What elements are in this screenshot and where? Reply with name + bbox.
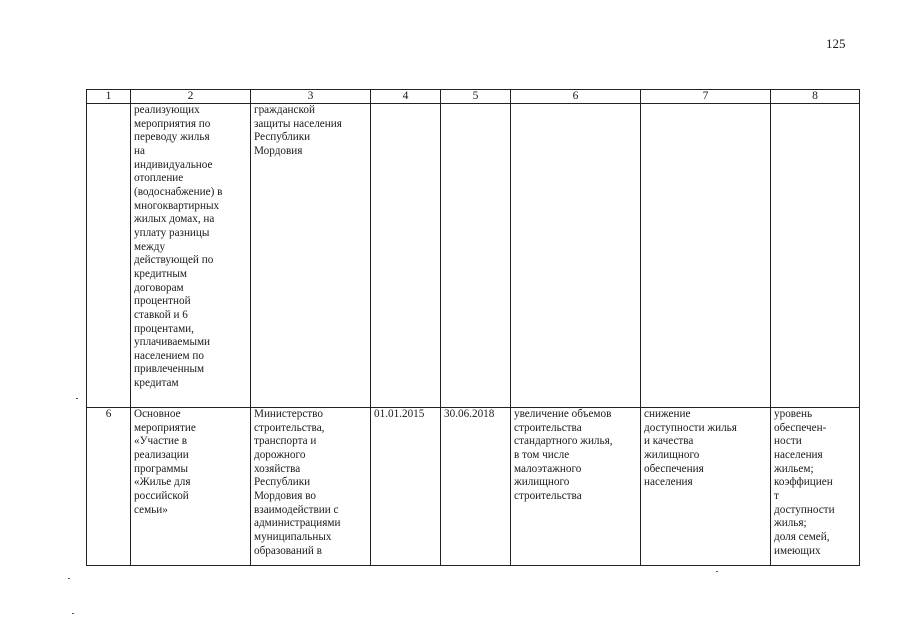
scan-speck [72, 613, 74, 614]
measures-table [86, 89, 860, 566]
column-number: 8 [771, 90, 860, 104]
column-number: 7 [641, 90, 771, 104]
indicator-cell [771, 104, 860, 408]
column-number: 2 [131, 90, 251, 104]
row-number-cell [87, 104, 131, 408]
table-row [87, 408, 860, 566]
column-number: 6 [511, 90, 641, 104]
page-number: 125 [826, 36, 846, 51]
column-number: 4 [371, 90, 441, 104]
start-date-cell [371, 104, 441, 408]
expected-result-cell [511, 104, 641, 408]
scan-speck [716, 571, 718, 572]
consequences-cell [641, 104, 771, 408]
row-number-cell: 6 [87, 408, 131, 566]
table-row [87, 104, 860, 408]
responsible-executor-cell: Министерство строительства, транспорта и дорожного хозяйства Республики Мордовия во взаимодействии с администрациями муниципальных образований в [251, 408, 371, 566]
consequences-cell: снижение доступности жилья и качества жилищного обеспечения населения [641, 408, 771, 566]
column-number: 5 [441, 90, 511, 104]
responsible-executor-cell: гражданской защиты населения Республики Мордовия [251, 104, 371, 408]
expected-result-cell: увеличение объемов строительства стандартного жилья, в том числе малоэтажного жилищного строительства [511, 408, 641, 566]
start-date-cell: 01.01.2015 [371, 408, 441, 566]
scan-speck [68, 578, 70, 579]
indicator-cell: уровень обеспечен- ности населения жильем; коэффициен т доступности жилья; доля семей, имеющих [771, 408, 860, 566]
column-number-row [87, 90, 860, 104]
end-date-cell: 30.06.2018 [441, 408, 511, 566]
end-date-cell [441, 104, 511, 408]
measure-name-cell: реализующих мероприятия по переводу жилья на индивидуальное отопление (водоснабжение) в многоквартирных жилых домах, на уплату разницы между действующей по кредитным договорам процентной ставкой и 6 процентами, уплачиваемыми населением по привлеченным кредитам [131, 104, 251, 408]
column-number: 3 [251, 90, 371, 104]
column-number: 1 [87, 90, 131, 104]
measure-name-cell: Основное мероприятие «Участие в реализации программы «Жилье для российской семьи» [131, 408, 251, 566]
scan-speck [76, 398, 78, 399]
